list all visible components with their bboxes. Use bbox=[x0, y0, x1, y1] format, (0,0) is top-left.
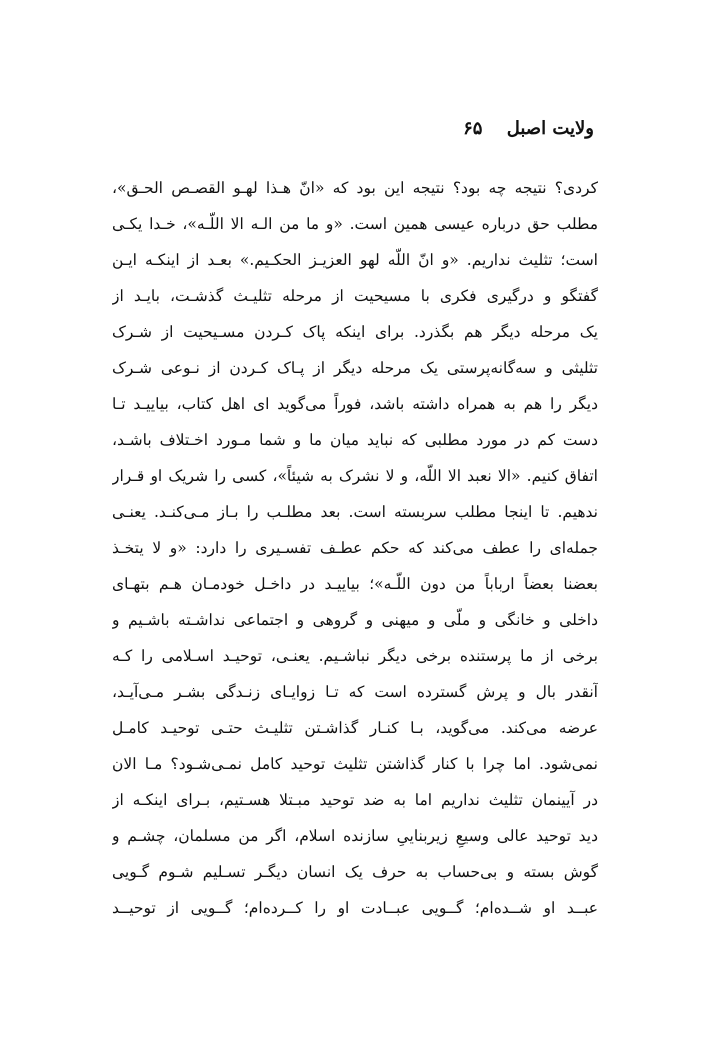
text-line: برخی از ما پرستنده برخی دیگر نباشـیم. یعنـی، توحیـد اسـلامی را کـه bbox=[112, 647, 598, 665]
text-line: گوش بسته و بی‌حساب به حرف یک انسان دیگـر تسـلیم شـوم گـویی bbox=[112, 863, 598, 881]
text-line: است؛ تثلیث نداریم. «و انّ اللّه لهو العزیـز الحکـیم.» بعـد از اینکـه ایـن bbox=[112, 251, 598, 269]
text-line: در آیینمان تثلیث نداریم اما به ضد توحید مبـتلا هسـتیم، بـرای اینکـه از bbox=[112, 791, 598, 809]
page-number: ۶۵ bbox=[463, 118, 483, 139]
body-text bbox=[112, 170, 598, 926]
text-line: یک مرحله دیگر هم بگذرد. برای اینکه پاک کـردن مسـیحیت از شـرک bbox=[112, 323, 598, 341]
running-header bbox=[463, 118, 594, 139]
text-line: کردی؟ نتیجه چه بود؟ نتیجه این بود که «انّ هـذا لهـو القصـص الحـق»، bbox=[112, 179, 598, 197]
text-line: اتفاق کنیم. «الا نعبد الا اللّه، و لا نشرک به شیئاً»، کسی را شریک او قـرار bbox=[112, 467, 598, 485]
text-line: تثلیثی و سه‌گانه‌پرستی یک مرحله دیگر از پـاک کـردن از نـوعی شـرک bbox=[112, 359, 598, 377]
text-line: گفتگو و درگیری فکری با مسیحیت از مرحله تثلیـث گذشـت، بایـد از bbox=[112, 287, 598, 305]
text-line: دیگر را هم به همراه داشته باشد، فوراً می‌گوید ای اهل کتاب، بیاییـد تـا bbox=[112, 395, 598, 413]
text-line: ندهیم. تا اینجا مطلب سربسته است. بعد مطلـب را بـاز مـی‌کنـد. یعنـی bbox=[112, 503, 598, 521]
text-line: جمله‌ای را عطف می‌کند که حکم عطـف تفسـیری را دارد: «و لا یتخـذ bbox=[112, 539, 598, 557]
chapter-title: ولایت اصبل bbox=[506, 118, 594, 139]
text-line: آنقدر بال و پرش گسترده است که تـا زوایـای زنـدگی بشـر مـی‌آیـد، bbox=[112, 683, 598, 701]
text-line: داخلی و خانگی و ملّی و میهنی و گروهی و اجتماعی نداشـته باشـیم و bbox=[112, 611, 598, 629]
text-line: مطلب حق درباره عیسی همین است. «و ما من الـه الا اللّـه»، خـدا یکـی bbox=[112, 215, 598, 233]
text-line: بعضنا بعضاً ارباباً من دون اللّـه»؛ بیاییـد در داخـل خودمـان هـم بتهـای bbox=[112, 575, 598, 593]
text-line: دید توحید عالی وسیعِ زیربناییِ سازنده اسلام، اگر من مسلمان، چشـم و bbox=[112, 827, 598, 845]
text-line: دست کم در مورد مطلبی که نباید میان ما و شما مـورد اخـتلاف باشـد، bbox=[112, 431, 598, 449]
text-line: عرضه می‌کند. می‌گوید، بـا کنـار گذاشـتن تثلیـث حتـی توحیـد کامـل bbox=[112, 719, 598, 737]
text-line: عبــد او شــده‌ام؛ گــویی عبــادت او را کــرده‌ام؛ گــویی از توحیــد bbox=[112, 899, 598, 917]
text-line: نمی‌شود. اما چرا با کنار گذاشتن تثلیث توحید کامل نمـی‌شـود؟ مـا الان bbox=[112, 755, 598, 773]
